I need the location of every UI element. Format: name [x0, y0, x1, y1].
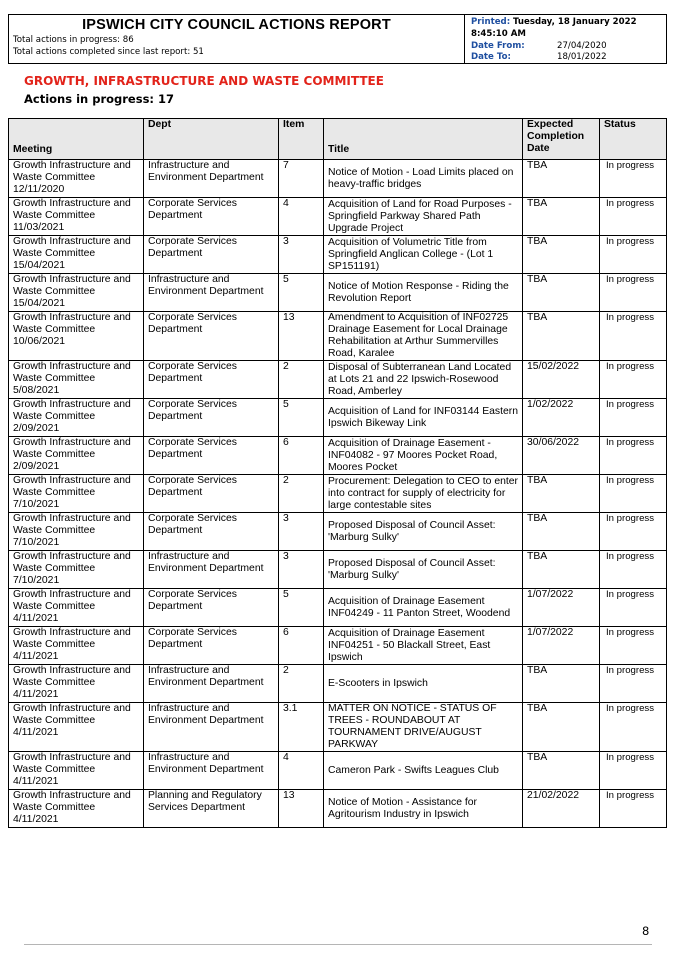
cell-status: In progress — [600, 551, 667, 589]
cell-meeting: Growth Infrastructure and Waste Committee 2/09/2021 — [9, 437, 144, 475]
cell-status: In progress — [600, 703, 667, 752]
cell-status: In progress — [600, 790, 667, 828]
cell-expected-date: TBA — [523, 513, 600, 551]
cell-title: Disposal of Subterranean Land Located at Lots 21 and 22 Ipswich-Rosewood Road, Amberley — [324, 361, 523, 399]
date-from-value: 27/04/2020 — [557, 41, 607, 51]
cell-title: Acquisition of Drainage Easement - INF04082 - 97 Moores Pocket Road, Moores Pocket — [324, 437, 523, 475]
cell-title: E-Scooters in Ipswich — [324, 665, 523, 703]
table-row — [9, 399, 667, 437]
date-to-label: Date To: — [471, 52, 511, 62]
table-row — [9, 312, 667, 361]
cell-meeting: Growth Infrastructure and Waste Committee 4/11/2021 — [9, 703, 144, 752]
cell-status: In progress — [600, 399, 667, 437]
cell-item: 4 — [279, 198, 324, 236]
cell-expected-date: TBA — [523, 160, 600, 198]
cell-item: 4 — [279, 752, 324, 790]
cell-expected-date: TBA — [523, 312, 600, 361]
cell-expected-date: TBA — [523, 752, 600, 790]
cell-expected-date: 1/07/2022 — [523, 589, 600, 627]
printed-time: 8:45:10 AM — [471, 29, 526, 39]
cell-status: In progress — [600, 752, 667, 790]
cell-title: Proposed Disposal of Council Asset: 'Marburg Sulky' — [324, 551, 523, 589]
cell-status: In progress — [600, 274, 667, 312]
cell-title: Acquisition of Land for Road Purposes - Springfield Parkway Shared Path Upgrade Project — [324, 198, 523, 236]
cell-item: 6 — [279, 627, 324, 665]
cell-title: MATTER ON NOTICE - STATUS OF TREES - ROUNDABOUT AT TOURNAMENT DRIVE/AUGUST PARKWAY — [324, 703, 523, 752]
cell-title: Notice of Motion - Assistance for Agritourism Industry in Ipswich — [324, 790, 523, 828]
cell-meeting: Growth Infrastructure and Waste Committee 11/03/2021 — [9, 198, 144, 236]
cell-meeting: Growth Infrastructure and Waste Committee 10/06/2021 — [9, 312, 144, 361]
cell-status: In progress — [600, 665, 667, 703]
column-header-expected-completion-date: Expected Completion Date — [523, 119, 600, 160]
table-row — [9, 589, 667, 627]
cell-expected-date: TBA — [523, 274, 600, 312]
table-header-row — [9, 119, 667, 160]
table-row — [9, 752, 667, 790]
cell-meeting: Growth Infrastructure and Waste Committee 7/10/2021 — [9, 551, 144, 589]
table-body — [9, 160, 667, 828]
cell-title: Proposed Disposal of Council Asset: 'Marburg Sulky' — [324, 513, 523, 551]
table-row — [9, 198, 667, 236]
cell-meeting: Growth Infrastructure and Waste Committee 2/09/2021 — [9, 399, 144, 437]
table-row — [9, 627, 667, 665]
cell-title: Amendment to Acquisition of INF02725 Drainage Easement for Local Drainage Rehabilitation at Arthur Summervilles Road, Karalee — [324, 312, 523, 361]
cell-title: Acquisition of Drainage Easement INF04249 - 11 Panton Street, Woodend — [324, 589, 523, 627]
cell-dept: Corporate Services Department — [144, 399, 279, 437]
cell-title: Notice of Motion - Load Limits placed on heavy-traffic bridges — [324, 160, 523, 198]
cell-status: In progress — [600, 475, 667, 513]
cell-meeting: Growth Infrastructure and Waste Committee 4/11/2021 — [9, 627, 144, 665]
cell-title: Cameron Park - Swifts Leagues Club — [324, 752, 523, 790]
table-row — [9, 513, 667, 551]
cell-status: In progress — [600, 627, 667, 665]
cell-item: 13 — [279, 312, 324, 361]
cell-meeting: Growth Infrastructure and Waste Committee 5/08/2021 — [9, 361, 144, 399]
cell-expected-date: TBA — [523, 198, 600, 236]
table-row — [9, 551, 667, 589]
cell-dept: Corporate Services Department — [144, 437, 279, 475]
total-actions-completed: Total actions completed since last report: 51 — [13, 47, 204, 57]
column-header-meeting: Meeting — [9, 119, 144, 160]
cell-dept: Infrastructure and Environment Department — [144, 274, 279, 312]
cell-dept: Infrastructure and Environment Department — [144, 665, 279, 703]
table-row — [9, 665, 667, 703]
cell-status: In progress — [600, 513, 667, 551]
committee-heading: GROWTH, INFRASTRUCTURE AND WASTE COMMITTEE — [24, 74, 384, 88]
table-row — [9, 274, 667, 312]
table-row — [9, 361, 667, 399]
table-row — [9, 160, 667, 198]
table-row — [9, 475, 667, 513]
cell-expected-date: TBA — [523, 236, 600, 274]
cell-expected-date: TBA — [523, 665, 600, 703]
cell-status: In progress — [600, 437, 667, 475]
cell-dept: Corporate Services Department — [144, 627, 279, 665]
cell-expected-date: 21/02/2022 — [523, 790, 600, 828]
cell-expected-date: 1/07/2022 — [523, 627, 600, 665]
table-row — [9, 437, 667, 475]
cell-meeting: Growth Infrastructure and Waste Committee 7/10/2021 — [9, 475, 144, 513]
cell-dept: Planning and Regulatory Services Department — [144, 790, 279, 828]
cell-status: In progress — [600, 160, 667, 198]
footer-divider — [24, 944, 652, 945]
cell-dept: Infrastructure and Environment Department — [144, 551, 279, 589]
cell-dept: Corporate Services Department — [144, 198, 279, 236]
page-number: 8 — [642, 924, 650, 938]
cell-item: 6 — [279, 437, 324, 475]
cell-meeting: Growth Infrastructure and Waste Committee 4/11/2021 — [9, 752, 144, 790]
date-to-value: 18/01/2022 — [557, 52, 607, 62]
cell-meeting: Growth Infrastructure and Waste Committee 4/11/2021 — [9, 665, 144, 703]
cell-status: In progress — [600, 312, 667, 361]
cell-title: Acquisition of Volumetric Title from Springfield Anglican College - (Lot 1 SP151191) — [324, 236, 523, 274]
column-header-title: Title — [324, 119, 523, 160]
cell-expected-date: TBA — [523, 551, 600, 589]
cell-item: 13 — [279, 790, 324, 828]
cell-dept: Infrastructure and Environment Department — [144, 703, 279, 752]
date-from-label: Date From: — [471, 41, 525, 51]
cell-status: In progress — [600, 236, 667, 274]
cell-item: 5 — [279, 274, 324, 312]
cell-meeting: Growth Infrastructure and Waste Committee 15/04/2021 — [9, 236, 144, 274]
cell-meeting: Growth Infrastructure and Waste Committee 12/11/2020 — [9, 160, 144, 198]
cell-dept: Corporate Services Department — [144, 312, 279, 361]
cell-item: 3 — [279, 513, 324, 551]
cell-meeting: Growth Infrastructure and Waste Committee 7/10/2021 — [9, 513, 144, 551]
header-left-panel — [9, 15, 465, 63]
column-header-item: Item — [279, 119, 324, 160]
table-row — [9, 703, 667, 752]
cell-item: 2 — [279, 665, 324, 703]
cell-meeting: Growth Infrastructure and Waste Committee 15/04/2021 — [9, 274, 144, 312]
report-header — [8, 14, 667, 64]
column-header-status: Status — [600, 119, 667, 160]
cell-status: In progress — [600, 198, 667, 236]
total-actions-in-progress: Total actions in progress: 86 — [13, 35, 134, 45]
cell-dept: Infrastructure and Environment Department — [144, 160, 279, 198]
cell-dept: Infrastructure and Environment Department — [144, 752, 279, 790]
cell-expected-date: TBA — [523, 703, 600, 752]
cell-title: Notice of Motion Response - Riding the Revolution Report — [324, 274, 523, 312]
cell-title: Acquisition of Land for INF03144 Eastern Ipswich Bikeway Link — [324, 399, 523, 437]
cell-item: 7 — [279, 160, 324, 198]
cell-dept: Corporate Services Department — [144, 513, 279, 551]
actions-table — [8, 118, 667, 828]
cell-dept: Corporate Services Department — [144, 361, 279, 399]
cell-dept: Corporate Services Department — [144, 236, 279, 274]
printed-label: Printed: — [471, 17, 511, 27]
report-title: IPSWICH CITY COUNCIL ACTIONS REPORT — [82, 17, 391, 33]
cell-meeting: Growth Infrastructure and Waste Committee 4/11/2021 — [9, 589, 144, 627]
cell-meeting: Growth Infrastructure and Waste Committee 4/11/2021 — [9, 790, 144, 828]
actions-in-progress-count: Actions in progress: 17 — [24, 92, 175, 106]
cell-title: Procurement: Delegation to CEO to enter into contract for supply of electricity for large contestable sites — [324, 475, 523, 513]
cell-dept: Corporate Services Department — [144, 475, 279, 513]
cell-expected-date: 1/02/2022 — [523, 399, 600, 437]
cell-status: In progress — [600, 589, 667, 627]
cell-expected-date: TBA — [523, 475, 600, 513]
table-row — [9, 790, 667, 828]
cell-item: 3 — [279, 551, 324, 589]
cell-dept: Corporate Services Department — [144, 589, 279, 627]
cell-status: In progress — [600, 361, 667, 399]
printed-date: Tuesday, 18 January 2022 — [513, 17, 637, 27]
cell-expected-date: 30/06/2022 — [523, 437, 600, 475]
column-header-dept: Dept — [144, 119, 279, 160]
cell-item: 5 — [279, 589, 324, 627]
cell-item: 5 — [279, 399, 324, 437]
cell-item: 3 — [279, 236, 324, 274]
cell-item: 2 — [279, 475, 324, 513]
cell-item: 3.1 — [279, 703, 324, 752]
table-row — [9, 236, 667, 274]
cell-expected-date: 15/02/2022 — [523, 361, 600, 399]
cell-title: Acquisition of Drainage Easement INF04251 - 50 Blackall Street, East Ipswich — [324, 627, 523, 665]
cell-item: 2 — [279, 361, 324, 399]
